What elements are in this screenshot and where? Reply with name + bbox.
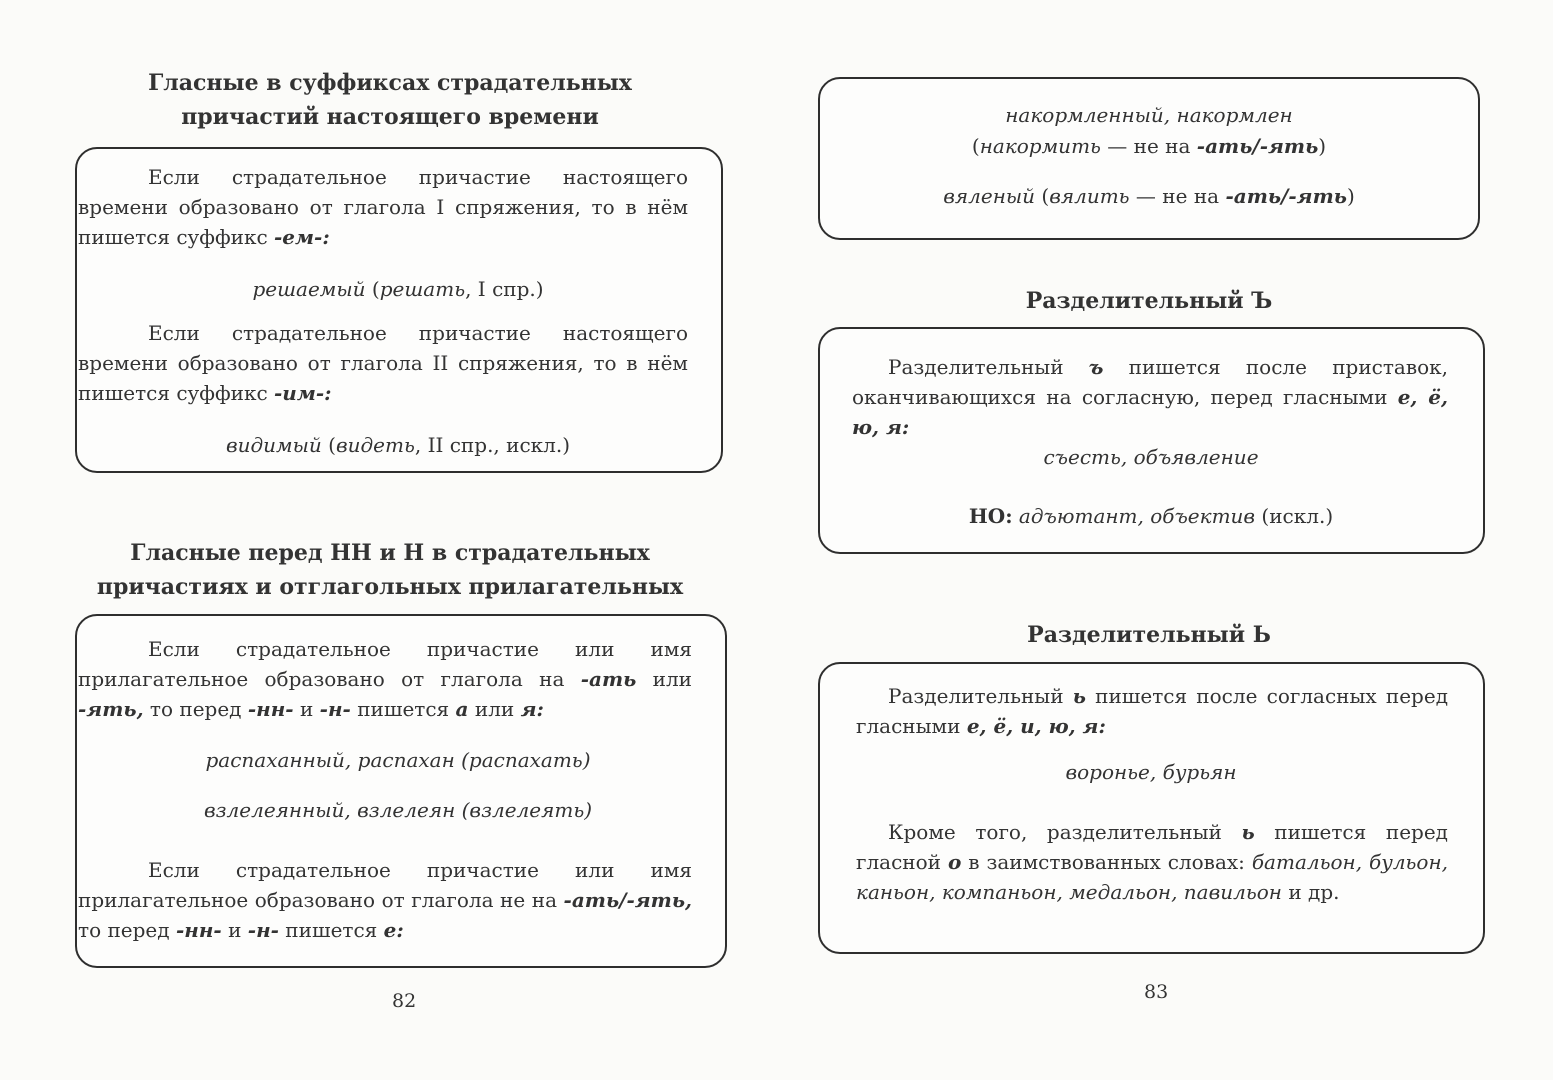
section-title-hard-sign: Разделительный Ъ <box>1025 288 1273 314</box>
example-line: видимый (видеть, II спр., искл.) <box>225 433 571 457</box>
page-number: 83 <box>1144 981 1169 1003</box>
title-line: причастий настоящего времени <box>181 104 599 130</box>
title-line: Гласные перед НН и Н в страдательных <box>130 540 650 566</box>
rule-paragraph: Если страдательное причастие или имя прилагательное образовано от глагола на -ать или -ять, то перед -нн- и -н- пишется а или я: <box>78 637 692 721</box>
rule-paragraph: Разделительный ь пишется после согласных перед гласными е, ё, и, ю, я: <box>856 684 1449 738</box>
left-page <box>0 0 776 1080</box>
title-line: Гласные в суффиксах страдательных <box>148 70 632 96</box>
rule-paragraph: Если страдательное причастие настоящего времени образовано от глагола I спряжения, то в нём пишется суффикс -ем-: <box>78 165 688 249</box>
example-line: НО: адъютант, объектив (искл.) <box>968 504 1334 528</box>
page-number: 82 <box>392 990 417 1012</box>
example-line: вяленый (вялить — не на -ать/-ять) <box>943 184 1355 208</box>
section-title-nn-n <box>60 536 720 604</box>
rule-paragraph: Если страдательное причастие настоящего времени образовано от глагола II спряжения, то в нём пишется суффикс -им-: <box>78 321 688 405</box>
section-title-soft-sign: Разделительный Ь <box>1027 622 1271 648</box>
rule-paragraph: Разделительный ъ пишется после приставок, оканчивающихся на согласную, перед гласными е, ё, ю, я: <box>852 355 1449 439</box>
example-line: взлелеянный, взлелеян (взлелеять) <box>203 798 593 822</box>
example-line: съесть, объявление <box>1043 445 1259 469</box>
example-line: распаханный, распахан (распахать) <box>205 748 591 772</box>
title-line: причастиях и отглагольных прилагательных <box>96 574 684 600</box>
section-title-suffix-vowels <box>60 66 720 134</box>
example-line: решаемый (решать, I спр.) <box>252 277 544 301</box>
right-page <box>776 0 1553 1080</box>
rule-paragraph: Если страдательное причастие или имя прилагательное образовано от глагола не на -ать/-ять, то перед -нн- и -н- пишется е: <box>78 858 692 942</box>
example-line: (накормить — не на -ать/-ять) <box>971 134 1327 158</box>
example-line: накормленный, накормлен <box>1005 103 1293 127</box>
example-line: воронье, бурьян <box>1065 760 1237 784</box>
rule-paragraph: Кроме того, разделительный ь пишется перед гласной о в заимствованных словах: батальон, бульон, каньон, компаньон, медальон, павильон и др. <box>856 820 1449 904</box>
